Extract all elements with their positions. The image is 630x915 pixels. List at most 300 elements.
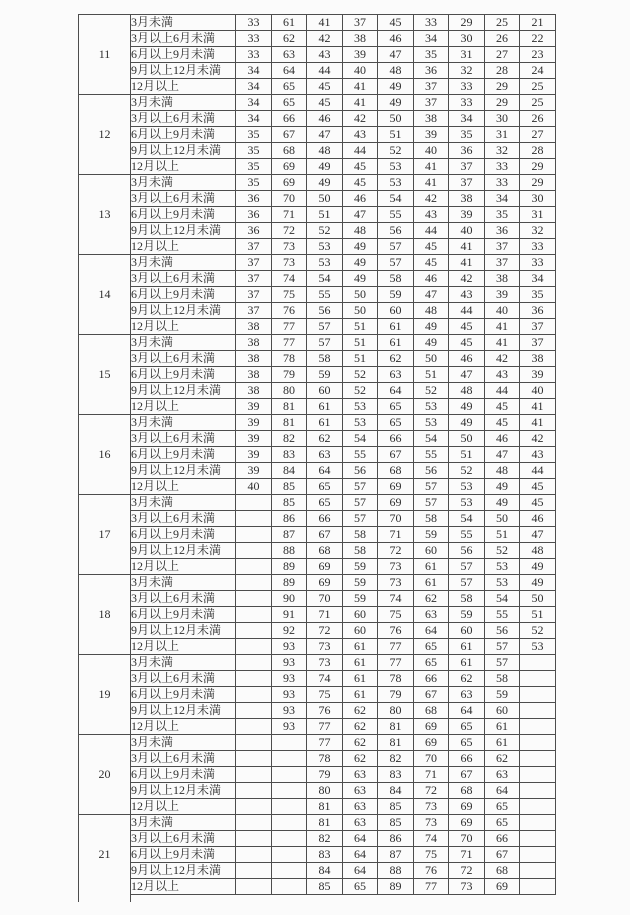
period-label-cell: 3月以上6月未満	[131, 191, 236, 207]
value-cell: 77	[272, 335, 307, 351]
period-label-cell: 3月未満	[131, 15, 236, 31]
value-cell: 54	[378, 191, 414, 207]
value-cell: 38	[414, 111, 449, 127]
value-cell: 49	[343, 271, 378, 287]
period-label-cell: 3月未満	[131, 95, 236, 111]
value-cell: 68	[485, 863, 520, 879]
value-cell: 34	[236, 63, 272, 79]
value-cell: 79	[378, 687, 414, 703]
table-row	[79, 671, 556, 687]
period-label-cell: 12月以上	[131, 399, 236, 415]
value-cell: 39	[343, 47, 378, 63]
table-row	[79, 543, 556, 559]
period-label-cell: 9月以上12月未満	[131, 783, 236, 799]
value-cell: 36	[414, 63, 449, 79]
value-cell: 54	[449, 511, 485, 527]
value-cell: 93	[272, 655, 307, 671]
value-cell: 35	[236, 127, 272, 143]
value-cell: 65	[272, 79, 307, 95]
period-label-cell: 3月以上6月未満	[131, 511, 236, 527]
value-cell	[272, 799, 307, 815]
value-cell: 37	[485, 255, 520, 271]
value-cell: 41	[520, 399, 556, 415]
value-cell	[236, 751, 272, 767]
value-cell: 33	[236, 31, 272, 47]
value-cell	[520, 831, 556, 847]
value-cell: 91	[272, 607, 307, 623]
value-cell: 50	[520, 591, 556, 607]
value-cell: 38	[236, 351, 272, 367]
value-cell: 83	[378, 767, 414, 783]
value-cell: 35	[520, 287, 556, 303]
table-row	[79, 159, 556, 175]
age-column-border-extension	[130, 894, 131, 902]
period-label-cell: 3月以上6月未満	[131, 831, 236, 847]
value-cell: 85	[272, 495, 307, 511]
value-cell: 31	[520, 207, 556, 223]
value-cell: 87	[378, 847, 414, 863]
value-cell: 71	[414, 767, 449, 783]
value-cell: 65	[272, 95, 307, 111]
period-label-cell: 3月未満	[131, 735, 236, 751]
value-cell: 44	[485, 383, 520, 399]
value-cell: 47	[378, 47, 414, 63]
value-cell: 65	[449, 719, 485, 735]
value-cell: 59	[343, 559, 378, 575]
value-cell: 57	[485, 655, 520, 671]
period-label-cell: 3月以上6月未満	[131, 271, 236, 287]
value-cell: 93	[272, 671, 307, 687]
value-cell: 83	[272, 447, 307, 463]
table-row	[79, 63, 556, 79]
value-cell: 61	[307, 415, 343, 431]
value-cell: 59	[378, 287, 414, 303]
value-cell: 50	[485, 511, 520, 527]
value-cell: 59	[307, 367, 343, 383]
value-cell: 45	[520, 479, 556, 495]
value-cell: 57	[343, 479, 378, 495]
value-cell: 69	[307, 575, 343, 591]
value-cell: 90	[272, 591, 307, 607]
value-cell: 50	[449, 431, 485, 447]
value-cell: 63	[414, 607, 449, 623]
value-cell: 62	[343, 751, 378, 767]
value-cell: 88	[378, 863, 414, 879]
table-row	[79, 591, 556, 607]
value-cell: 89	[272, 559, 307, 575]
value-cell: 75	[307, 687, 343, 703]
value-cell: 59	[343, 591, 378, 607]
table-row	[79, 863, 556, 879]
value-cell: 47	[307, 127, 343, 143]
value-cell: 66	[307, 511, 343, 527]
value-cell: 54	[414, 431, 449, 447]
value-cell: 39	[485, 287, 520, 303]
value-cell: 28	[520, 143, 556, 159]
table-row	[79, 655, 556, 671]
value-cell: 84	[378, 783, 414, 799]
value-cell: 69	[272, 175, 307, 191]
value-cell: 62	[307, 431, 343, 447]
value-cell: 60	[343, 607, 378, 623]
period-label-cell: 6月以上9月未満	[131, 47, 236, 63]
value-cell: 55	[343, 447, 378, 463]
value-cell: 50	[343, 287, 378, 303]
value-cell: 44	[520, 463, 556, 479]
value-cell: 61	[343, 655, 378, 671]
value-cell: 45	[343, 159, 378, 175]
value-cell: 70	[307, 591, 343, 607]
period-label-cell: 3月未満	[131, 175, 236, 191]
table-row	[79, 479, 556, 495]
value-cell	[236, 655, 272, 671]
value-cell: 67	[272, 127, 307, 143]
value-cell: 32	[449, 63, 485, 79]
value-cell: 41	[449, 239, 485, 255]
value-cell: 29	[485, 79, 520, 95]
left-border-extension	[78, 894, 79, 902]
value-cell: 34	[520, 271, 556, 287]
value-cell: 45	[414, 255, 449, 271]
value-cell: 49	[520, 575, 556, 591]
value-cell: 63	[343, 799, 378, 815]
value-cell: 66	[485, 831, 520, 847]
table-row	[79, 527, 556, 543]
value-cell: 64	[272, 63, 307, 79]
value-cell: 81	[307, 815, 343, 831]
value-cell: 77	[307, 719, 343, 735]
value-cell: 84	[307, 863, 343, 879]
value-cell: 74	[414, 831, 449, 847]
value-cell: 54	[485, 591, 520, 607]
value-cell: 60	[414, 543, 449, 559]
value-cell: 66	[449, 751, 485, 767]
period-label-cell: 9月以上12月未満	[131, 543, 236, 559]
value-cell: 83	[307, 847, 343, 863]
value-cell: 79	[272, 367, 307, 383]
value-cell: 24	[520, 63, 556, 79]
value-cell: 61	[307, 399, 343, 415]
value-cell: 21	[520, 15, 556, 31]
value-cell: 26	[485, 31, 520, 47]
value-cell: 35	[236, 159, 272, 175]
value-cell: 66	[414, 671, 449, 687]
value-cell: 86	[272, 511, 307, 527]
value-cell	[236, 639, 272, 655]
value-cell: 71	[307, 607, 343, 623]
value-cell: 93	[272, 703, 307, 719]
value-cell: 39	[520, 367, 556, 383]
value-cell: 64	[449, 703, 485, 719]
value-cell: 51	[343, 351, 378, 367]
value-cell: 36	[236, 223, 272, 239]
value-cell: 81	[378, 735, 414, 751]
value-cell: 92	[272, 623, 307, 639]
value-cell: 45	[449, 335, 485, 351]
value-cell: 34	[485, 191, 520, 207]
value-cell: 48	[343, 223, 378, 239]
value-cell: 38	[236, 319, 272, 335]
value-cell: 53	[449, 495, 485, 511]
value-cell: 75	[378, 607, 414, 623]
table-row	[79, 607, 556, 623]
value-cell: 65	[485, 815, 520, 831]
value-cell: 81	[272, 399, 307, 415]
value-cell: 56	[343, 463, 378, 479]
value-cell	[236, 831, 272, 847]
value-cell: 49	[520, 559, 556, 575]
value-cell: 52	[520, 623, 556, 639]
value-cell	[272, 767, 307, 783]
value-cell	[236, 527, 272, 543]
value-cell: 41	[307, 15, 343, 31]
value-cell: 62	[343, 703, 378, 719]
value-cell: 69	[272, 159, 307, 175]
value-cell: 47	[485, 447, 520, 463]
value-cell: 49	[485, 479, 520, 495]
value-cell: 49	[343, 255, 378, 271]
value-cell: 73	[378, 559, 414, 575]
value-cell: 60	[343, 623, 378, 639]
value-cell: 57	[449, 575, 485, 591]
table-row	[79, 143, 556, 159]
value-cell: 58	[343, 527, 378, 543]
value-cell: 80	[272, 383, 307, 399]
table-row	[79, 191, 556, 207]
age-group-cell: 15	[79, 335, 131, 415]
table-row	[79, 31, 556, 47]
table-row	[79, 383, 556, 399]
value-cell: 62	[449, 671, 485, 687]
table-container	[78, 14, 556, 895]
value-cell	[520, 719, 556, 735]
value-cell: 52	[485, 543, 520, 559]
value-cell: 53	[343, 415, 378, 431]
period-label-cell: 9月以上12月未満	[131, 63, 236, 79]
value-cell: 45	[449, 319, 485, 335]
period-label-cell: 12月以上	[131, 559, 236, 575]
value-cell: 82	[307, 831, 343, 847]
value-cell: 28	[485, 63, 520, 79]
value-cell	[236, 591, 272, 607]
value-cell: 63	[449, 687, 485, 703]
value-cell: 51	[343, 319, 378, 335]
period-label-cell: 3月以上6月未満	[131, 351, 236, 367]
value-cell: 70	[414, 751, 449, 767]
value-cell: 33	[414, 15, 449, 31]
value-cell: 65	[343, 879, 378, 895]
value-cell: 37	[520, 335, 556, 351]
value-cell: 34	[449, 111, 485, 127]
value-cell: 33	[236, 47, 272, 63]
value-cell: 62	[343, 735, 378, 751]
table-row	[79, 15, 556, 31]
value-cell: 76	[307, 703, 343, 719]
value-cell: 48	[449, 383, 485, 399]
value-cell: 53	[414, 415, 449, 431]
value-cell: 61	[485, 719, 520, 735]
table-row	[79, 495, 556, 511]
value-cell: 29	[520, 159, 556, 175]
value-cell: 42	[485, 351, 520, 367]
value-cell: 62	[414, 591, 449, 607]
value-cell: 53	[449, 479, 485, 495]
value-cell: 93	[272, 639, 307, 655]
value-cell: 48	[378, 63, 414, 79]
age-group-cell: 14	[79, 255, 131, 335]
value-cell: 60	[449, 623, 485, 639]
value-cell: 58	[485, 671, 520, 687]
value-cell: 93	[272, 687, 307, 703]
value-cell: 33	[485, 159, 520, 175]
value-cell: 52	[414, 383, 449, 399]
value-cell: 49	[378, 95, 414, 111]
value-cell: 69	[449, 815, 485, 831]
value-cell: 49	[485, 495, 520, 511]
value-cell: 36	[236, 191, 272, 207]
value-cell: 75	[414, 847, 449, 863]
value-cell: 63	[307, 447, 343, 463]
value-cell	[520, 703, 556, 719]
value-cell: 30	[485, 111, 520, 127]
value-cell: 45	[307, 79, 343, 95]
value-cell: 55	[378, 207, 414, 223]
table-row	[79, 287, 556, 303]
table-row	[79, 335, 556, 351]
table-row	[79, 735, 556, 751]
value-cell: 56	[307, 303, 343, 319]
value-cell: 74	[378, 591, 414, 607]
value-cell: 51	[520, 607, 556, 623]
value-cell: 57	[378, 239, 414, 255]
value-cell: 61	[272, 15, 307, 31]
table-row	[79, 751, 556, 767]
value-cell: 73	[272, 255, 307, 271]
value-cell: 42	[414, 191, 449, 207]
value-cell: 78	[272, 351, 307, 367]
value-cell: 57	[378, 255, 414, 271]
value-cell: 37	[236, 255, 272, 271]
value-cell: 69	[414, 719, 449, 735]
value-cell: 75	[272, 287, 307, 303]
value-cell: 58	[307, 351, 343, 367]
age-group-cell: 17	[79, 495, 131, 575]
table-row	[79, 511, 556, 527]
value-cell: 57	[343, 511, 378, 527]
value-cell: 55	[485, 607, 520, 623]
value-cell: 37	[414, 79, 449, 95]
value-cell: 41	[343, 79, 378, 95]
value-cell	[272, 783, 307, 799]
value-cell: 25	[485, 15, 520, 31]
table-row	[79, 255, 556, 271]
value-cell	[520, 735, 556, 751]
value-cell: 69	[307, 559, 343, 575]
table-row	[79, 175, 556, 191]
value-cell: 50	[414, 351, 449, 367]
table-row	[79, 767, 556, 783]
table-row	[79, 831, 556, 847]
value-cell: 69	[485, 879, 520, 895]
value-cell: 38	[485, 271, 520, 287]
value-cell	[520, 687, 556, 703]
value-cell: 68	[272, 143, 307, 159]
period-label-cell: 3月以上6月未満	[131, 111, 236, 127]
value-cell: 34	[236, 79, 272, 95]
value-cell: 63	[272, 47, 307, 63]
table-row	[79, 719, 556, 735]
value-cell: 51	[307, 207, 343, 223]
value-cell: 49	[449, 399, 485, 415]
value-cell: 68	[414, 703, 449, 719]
value-cell: 69	[378, 495, 414, 511]
age-group-cell: 18	[79, 575, 131, 655]
value-cell: 44	[307, 63, 343, 79]
table-row	[79, 399, 556, 415]
table-row	[79, 463, 556, 479]
value-cell: 45	[520, 495, 556, 511]
value-cell: 53	[485, 575, 520, 591]
value-cell: 50	[378, 111, 414, 127]
value-cell: 73	[307, 639, 343, 655]
value-cell: 38	[236, 367, 272, 383]
period-label-cell: 9月以上12月未満	[131, 463, 236, 479]
value-cell	[236, 703, 272, 719]
value-cell	[236, 847, 272, 863]
value-cell: 73	[272, 239, 307, 255]
value-cell: 61	[343, 687, 378, 703]
value-cell	[236, 719, 272, 735]
value-cell: 46	[378, 31, 414, 47]
value-cell	[520, 847, 556, 863]
value-cell: 59	[343, 575, 378, 591]
value-cell: 40	[485, 303, 520, 319]
value-cell: 46	[307, 111, 343, 127]
value-cell: 49	[307, 159, 343, 175]
value-cell	[272, 831, 307, 847]
value-cell: 57	[485, 639, 520, 655]
value-cell: 63	[343, 767, 378, 783]
value-cell: 76	[414, 863, 449, 879]
value-cell: 44	[343, 143, 378, 159]
value-cell: 72	[272, 223, 307, 239]
value-cell: 64	[343, 831, 378, 847]
value-cell	[520, 815, 556, 831]
value-cell: 41	[343, 95, 378, 111]
table-body	[79, 15, 556, 895]
value-cell	[520, 655, 556, 671]
value-cell: 46	[449, 351, 485, 367]
value-cell: 65	[307, 479, 343, 495]
value-cell	[236, 671, 272, 687]
value-cell: 70	[272, 191, 307, 207]
value-cell	[236, 799, 272, 815]
value-cell: 67	[414, 687, 449, 703]
period-label-cell: 9月以上12月未満	[131, 863, 236, 879]
value-cell: 61	[414, 575, 449, 591]
statistics-table	[78, 14, 556, 895]
value-cell: 53	[343, 399, 378, 415]
value-cell: 33	[449, 95, 485, 111]
period-label-cell: 3月未満	[131, 495, 236, 511]
table-row	[79, 623, 556, 639]
period-label-cell: 3月以上6月未満	[131, 751, 236, 767]
value-cell: 64	[307, 463, 343, 479]
period-label-cell: 9月以上12月未満	[131, 303, 236, 319]
value-cell: 63	[378, 367, 414, 383]
value-cell: 88	[272, 543, 307, 559]
value-cell: 32	[485, 143, 520, 159]
